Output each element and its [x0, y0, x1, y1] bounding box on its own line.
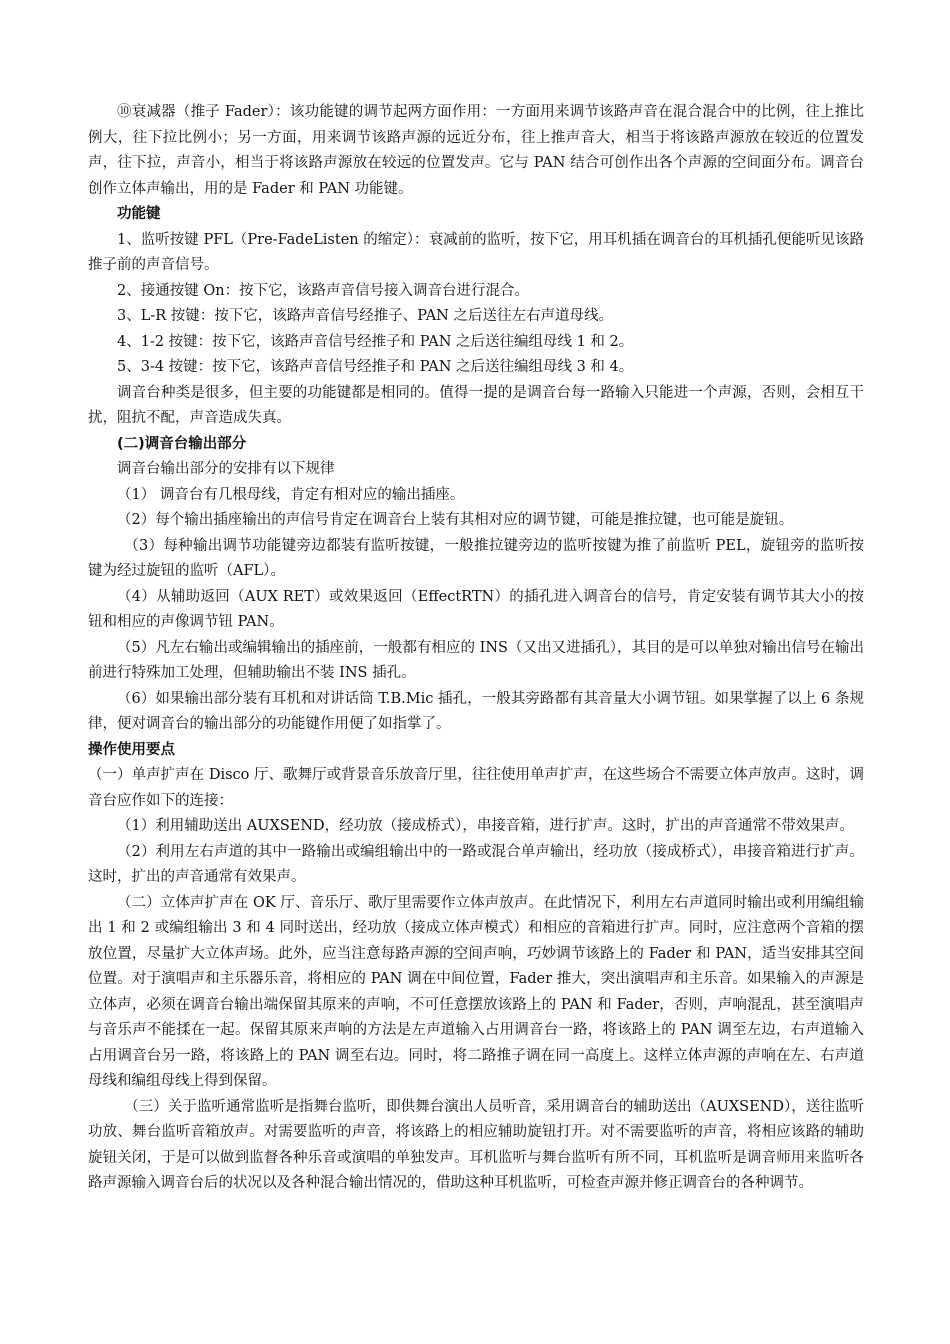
paragraph-lr: 3、L-R 按键：按下它，该路声音信号经推子、PAN 之后送往左右声道母线。 — [117, 308, 613, 324]
paragraph-mixer-types: 调音台种类是很多，但主要的功能键都是相同的。值得一提的是调音台每一路输入只能进一个声源，否则，会相互干扰，阻抗不配，声音造成失真。 — [88, 384, 864, 426]
heading-function-keys: 功能键 — [117, 206, 161, 222]
paragraph-pfl: 1、监听按键 PFL（Pre-FadeListen 的缩定）：衰减前的监听，按下它，用耳机插在调音台的耳机插孔便能听见该路推子前的声音信号。 — [88, 231, 864, 273]
list-item-rule-3: （3）每种输出调节功能键旁边都装有监听按键，一般推拉键旁边的监听按键为推了前监听 PEL，旋钮旁的监听按键为经过旋钮的监听（AFL）。 — [88, 537, 864, 579]
paragraph-stereo: （二）立体声扩声在 OK 厅、音乐厅、歌厅里需要作立体声放声。在此情况下，利用左右声道同时输出或利用编组输出 1 和 2 或编组输出 3 和 4 同时送出，经功放（接成立体声模式）和相应的音箱进行扩声。同时，应注意两个音箱的摆放位置，尽量扩大立体声场。此外，应当注意每路声源的空间声响，巧妙调节该路上的 Fader 和 PAN，适当安排其空间位置。对于演唱声和主乐器乐音，将相应的 PAN 调在中间位置，Fader 推大，突出演唱声和主乐音。如果输入的声源是立体声，必须在调音台输出端保留其原来的声响，不可任意摆放该路上的 PAN 和 Fader，否则，声响混乱，甚至演唱声与音乐声不能揉在一起。保留其原来声响的方法是左声道输入占用调音台一路，将该路上的 PAN 调至左边，右声道输入占用调音台另一路，将该路上的 PAN 调至右边。同时，将二路推子调在同一高度上。这样立体声源的声响在左、右声道母线和编组母线上得到保留。 — [88, 894, 864, 1089]
paragraph-monitoring: （三）关于监听通常监听是指舞台监听，即供舞台演出人员听音，采用调音台的辅助送出（AUXSEND），送往监听功放、舞台监听音箱放声。对需要监听的声音，将该路上的相应辅助旋钮打开。对不需要监听的声音，将相应该路的辅助旋钮关闭，于是可以做到监督各种乐音或演唱的单独发声。耳机监听与舞台监听有所不同，耳机监听是调音师用来监听各路声源输入调音台后的状况以及各种混合输出情况的，借助这种耳机监听，可检查声源并修正调音台的各种调节。 — [88, 1098, 864, 1191]
list-item-rule-1: （1） 调音台有几根母线，肯定有相对应的输出插座。 — [117, 486, 465, 503]
paragraph-12: 4、1-2 按键：按下它，该路声音信号经推子和 PAN 之后送往编组母线 1 和 2。 — [117, 333, 634, 350]
paragraph-mono: （一）单声扩声在 Disco 厅、歌舞厅或背景音乐放音厅里，往往使用单声扩声，在这些场合不需要立体声放声。这时，调音台应作如下的连接： — [88, 767, 864, 809]
paragraph-34: 5、3-4 按键：按下它，该路声音信号经推子和 PAN 之后送往编组母线 3 和 4。 — [117, 359, 634, 375]
paragraph-output-rules: 调音台输出部分的安排有以下规律 — [117, 461, 335, 477]
list-item-rule-6: （6）如果输出部分装有耳机和对讲话筒 T.B.Mic 插孔，一般其旁路都有其音量大小调节钮。如果掌握了以上 6 条规律，便对调音台的输出部分的功能键作用便了如指掌了。 — [88, 690, 864, 732]
heading-output-section: (二)调音台输出部分 — [117, 435, 247, 452]
list-item-rule-5: （5）凡左右输出或编辑输出的插座前，一般都有相应的 INS（又出又进插孔），其目的是可以单独对输出信号在输出前进行特殊加工处理，但辅助输出不装 INS 插孔。 — [88, 639, 864, 681]
paragraph-on: 2、接通按键 On：按下它，该路声音信号接入调音台进行混合。 — [117, 282, 530, 299]
document-page — [88, 100, 864, 1197]
paragraph-fader: ⑩衰减器（推子 Fader）：该功能键的调节起两方面作用：一方面用来调节该路声音在混合混合中的比例，往上推比例大，往下拉比例小；另一方面，用来调节该路声源的远近分布，往上推声音大，相当于将该路声源放在较近的位置发声，往下拉，声音小，相当于将该路声源放在较远的位置发声。它与 PAN 结合可创作出各个声源的空间面分布。调音台创作立体声输出，用的是 Fader 和 PAN 功能键。 — [88, 104, 864, 197]
list-item-rule-4: （4）从辅助返回（AUX RET）或效果返回（EffectRTN）的插孔进入调音台的信号，肯定安装有调节其大小的按钮和相应的声像调节钮 PAN。 — [88, 588, 864, 630]
list-item-rule-2: （2）每个输出插座输出的声信号肯定在调音台上装有其相对应的调节键，可能是推拉键，也可能是旋钮。 — [117, 512, 794, 528]
paragraph-mono-2: （2）利用左右声道的其中一路输出或编组输出中的一路或混合单声输出，经功放（接成桥式），串接音箱进行扩声。这时，扩出的声音通常有效果声。 — [88, 843, 864, 885]
heading-operation-points: 操作使用要点 — [88, 741, 175, 758]
paragraph-mono-1: （1）利用辅助送出 AUXSEND，经功放（接成桥式），串接音箱，进行扩声。这时，扩出的声音通常不带效果声。 — [117, 818, 854, 834]
